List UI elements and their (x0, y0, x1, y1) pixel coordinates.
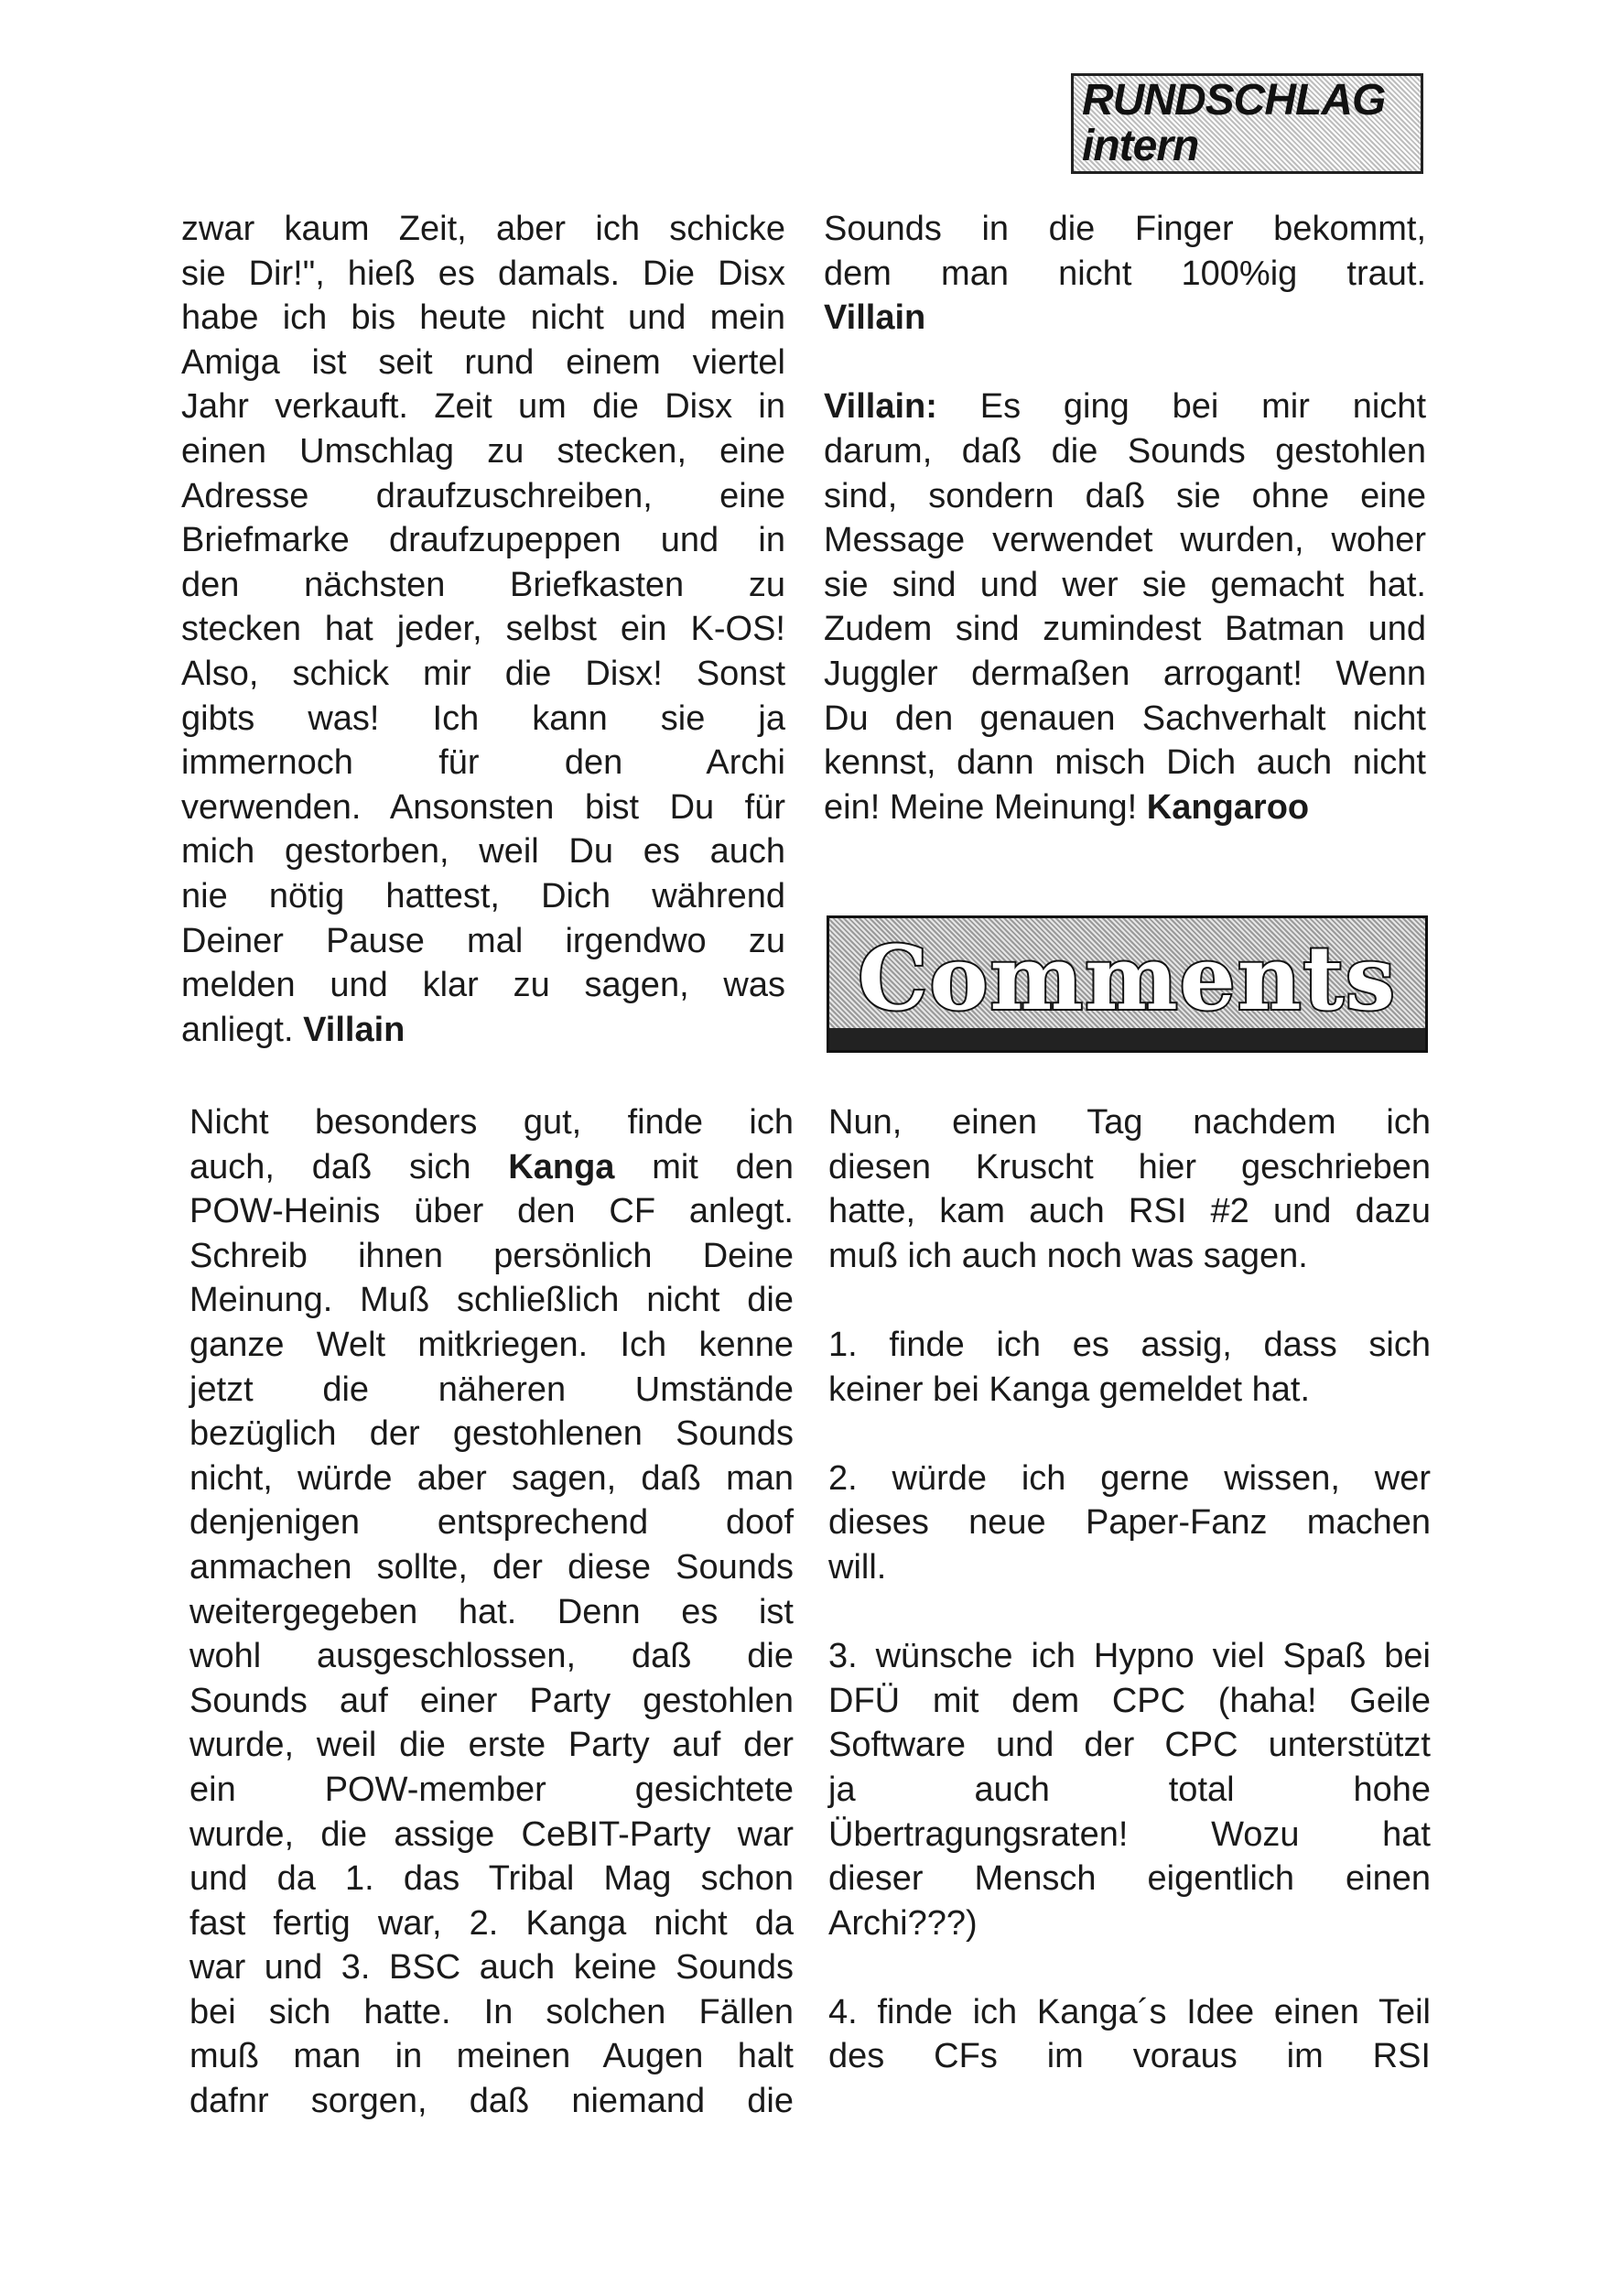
right-column-bottom (828, 1100, 1431, 2079)
text-fragment: auch, daß sich (189, 1147, 471, 1186)
text-line (189, 1145, 794, 1190)
text-line: fast fertig war, 2. Kanga nicht da (189, 1903, 794, 1943)
signature-villain: Villain (303, 1010, 405, 1049)
text-line: 2. würde ich gerne wissen, wer (828, 1458, 1431, 1498)
text-line: anmachen sollte, der diese Sounds (189, 1547, 794, 1587)
text-line: dem man nicht 100%ig traut. (824, 254, 1426, 293)
text-line: habe ich bis heute nicht und mein (181, 298, 785, 338)
text-line: stecken hat jeder, selbst ein K-OS! (181, 610, 785, 649)
text-line: war und 3. BSC auch keine Sounds (189, 1948, 794, 1987)
text-line: Also, schick mir die Disx! Sonst (181, 654, 785, 693)
name-kanga: Kanga (508, 1147, 615, 1186)
text-line: sie sind und wer sie gemacht hat. (824, 565, 1426, 604)
left-column-bottom (189, 1100, 794, 2124)
text-line: mich gestorben, weil Du es auch (181, 832, 785, 872)
text-line: dafnr sorgen, daß niemand die (189, 2082, 794, 2121)
text-line: POW-Heinis über den CF anlegt. (189, 1192, 794, 1231)
text-line: wurde, weil die erste Party auf der (189, 1726, 794, 1765)
signature-kangaroo: Kangaroo (1146, 787, 1310, 827)
text-line: nicht, würde aber sagen, daß man (189, 1458, 794, 1498)
text-line: darum, daß die Sounds gestohlen (824, 431, 1426, 471)
paragraph-gap (828, 1412, 1431, 1457)
text-line: verwenden. Ansonsten bist Du für (181, 787, 785, 827)
text-line: 1. finde ich es assig, dass sich (828, 1325, 1431, 1364)
text-line: Amiga ist seit rund einem viertel (181, 342, 785, 382)
text-line: 3. wünsche ich Hypno viel Spaß bei (828, 1637, 1431, 1676)
text-line: Meinung. Muß schließlich nicht die (189, 1281, 794, 1320)
text-line-last (824, 785, 1426, 830)
text-line: Sounds auf einer Party gestohlen (189, 1681, 794, 1720)
text-fragment: mit den (652, 1147, 795, 1186)
text-line: Schreib ihnen persönlich Deine (189, 1236, 794, 1275)
text-line: Adresse draufzuschreiben, eine (181, 476, 785, 515)
text-line-last: will. (828, 1547, 887, 1587)
text-line: diesen Kruscht hier geschrieben (828, 1147, 1431, 1186)
text-line: Zudem sind zumindest Batman und (824, 610, 1426, 649)
text-line: zwar kaum Zeit, aber ich schicke (181, 210, 785, 248)
text-line: bezüglich der gestohlenen Sounds (189, 1414, 794, 1454)
text-fragment: anliegt. (181, 1010, 294, 1049)
text-line: sie Dir!", hieß es damals. Die Disx (181, 254, 785, 293)
text-line: Jahr verkauft. Zeit um die Disx in (181, 387, 785, 427)
paragraph-gap (828, 1590, 1431, 1635)
text-line-last: Archi???) (828, 1903, 978, 1943)
text-line: bei sich hatte. In solchen Fällen (189, 1992, 794, 2031)
text-line: wurde, die assige CeBIT-Party war (189, 1814, 794, 1854)
text-line: hatte, kam auch RSI #2 und dazu (828, 1192, 1431, 1231)
comments-title: Comments (858, 926, 1397, 1030)
text-line: ganze Welt mitkriegen. Ich kenne (189, 1325, 794, 1364)
text-line: und da 1. das Tribal Mag schon (189, 1859, 794, 1899)
comments-banner (827, 915, 1428, 1053)
text-line: melden und klar zu sagen, was (181, 966, 785, 1005)
text-line: immernoch für den Archi (181, 743, 785, 783)
text-line: wohl ausgeschlossen, daß die (189, 1637, 794, 1676)
text-line: kennst, dann misch Dich auch nicht (824, 743, 1426, 783)
text-line: jetzt die näheren Umstände (189, 1370, 794, 1409)
text-line-last: muß ich auch noch was sagen. (828, 1236, 1308, 1275)
text-fragment: Es ging bei mir nicht (979, 387, 1426, 427)
text-line: Message verwendet wurden, woher (824, 521, 1426, 560)
text-line: Juggler dermaßen arrogant! Wenn (824, 654, 1426, 693)
paragraph-gap (828, 1945, 1431, 1990)
paragraph-gap (828, 1278, 1431, 1323)
text-line: Briefmarke draufzupeppen und in (181, 521, 785, 560)
text-line: DFÜ mit dem CPC (haha! Geile (828, 1681, 1431, 1720)
logo-line-1: RUNDSCHLAG (1082, 76, 1386, 125)
text-line-last: keiner bei Kanga gemeldet hat. (828, 1370, 1311, 1409)
text-line: 4. finde ich Kanga´s Idee einen Teil (828, 1992, 1431, 2031)
signature-villain: Villain (824, 298, 926, 338)
text-line: den nächsten Briefkasten zu (181, 565, 785, 604)
text-line: des CFs im voraus im RSI (828, 2037, 1431, 2076)
text-line: Du den genauen Sachverhalt nicht (824, 699, 1426, 738)
text-line: Nun, einen Tag nachdem ich (828, 1103, 1431, 1142)
text-line-last (181, 1008, 785, 1053)
text-line: einen Umschlag zu stecken, eine (181, 431, 785, 471)
text-line: weitergegeben hat. Denn es ist (189, 1592, 794, 1631)
text-line: ja auch total hohe (828, 1770, 1431, 1809)
speaker-villain: Villain: (824, 387, 937, 427)
rundschlag-intern-logo (1071, 73, 1423, 174)
text-line: muß man in meinen Augen halt (189, 2037, 794, 2076)
text-line: nie nötig hattest, Dich während (181, 876, 785, 915)
text-line: gibts was! Ich kann sie ja (181, 699, 785, 738)
text-line: Sounds in die Finger bekommt, (824, 210, 1426, 248)
text-line: ein POW-member gesichtete (189, 1770, 794, 1809)
text-fragment: ein! Meine Meinung! (824, 787, 1138, 827)
paragraph-gap (824, 341, 1426, 385)
text-line: Software und der CPC unterstützt (828, 1726, 1431, 1765)
right-column-top (824, 207, 1426, 829)
left-column-top (181, 207, 785, 1052)
text-line (824, 384, 1426, 429)
text-line: sind, sondern daß sie ohne eine (824, 476, 1426, 515)
text-line: Deiner Pause mal irgendwo zu (181, 921, 785, 960)
text-line: Nicht besonders gut, finde ich (189, 1103, 794, 1142)
logo-line-2: intern (1082, 122, 1199, 170)
text-line: denjenigen entsprechend doof (189, 1503, 794, 1543)
text-line: Übertragungsraten! Wozu hat (828, 1814, 1431, 1854)
text-line: dieser Mensch eigentlich einen (828, 1859, 1431, 1899)
text-line: dieses neue Paper-Fanz machen (828, 1503, 1431, 1543)
